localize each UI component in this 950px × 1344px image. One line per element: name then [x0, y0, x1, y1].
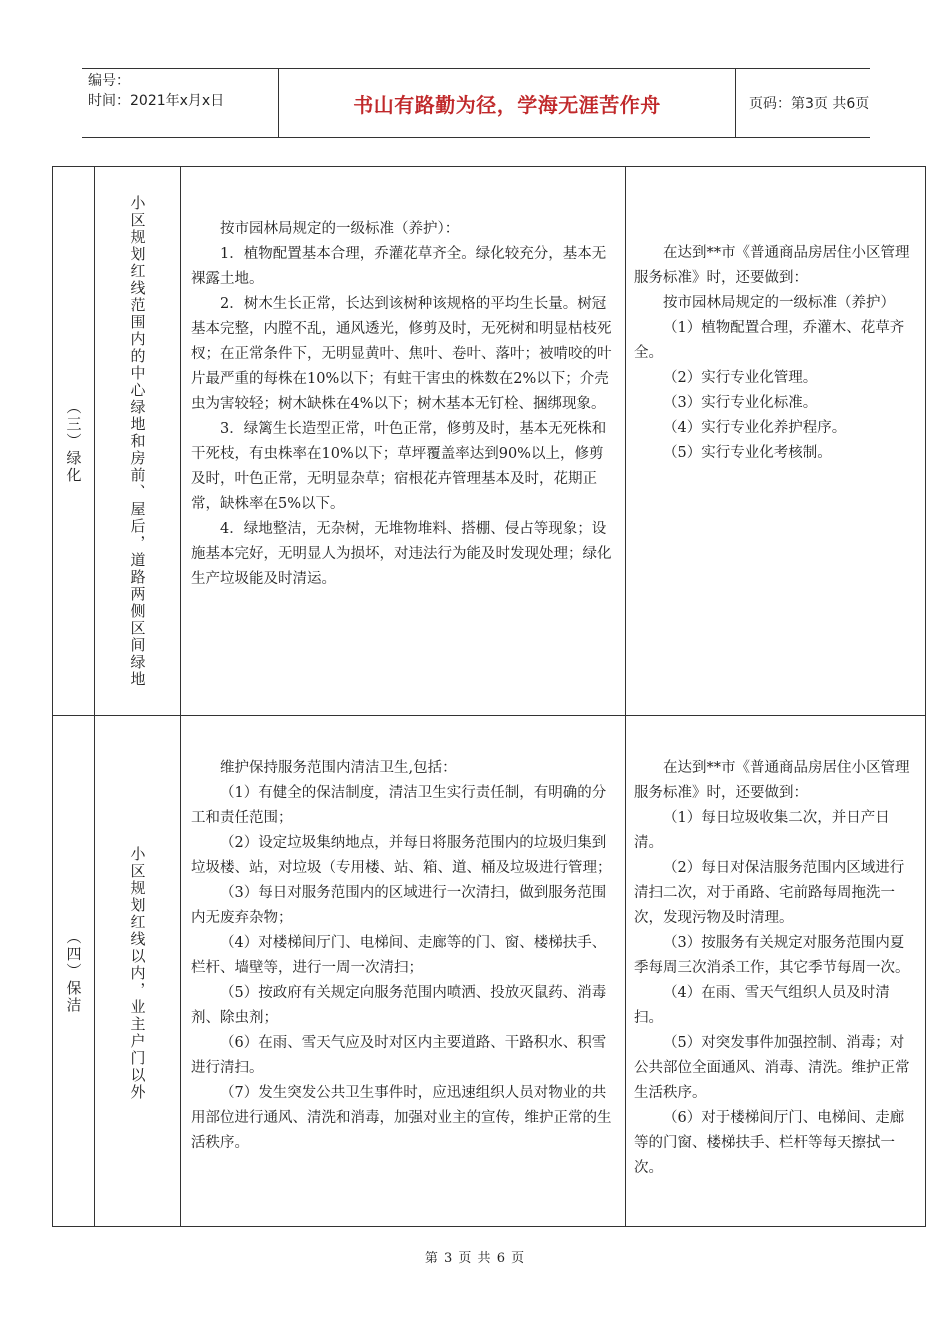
standard-line: （2）设定垃圾集纳地点，并每日将服务范围内的垃圾归集到垃圾楼、站，对垃圾（专用楼、站、箱、道、桶及垃圾进行管理；: [191, 835, 612, 876]
standard-cell: [181, 167, 626, 716]
standard-line: 3．绿篱生长造型正常，叶色正常，修剪及时，基本无死株和干死枝，有虫株率在10%以下；草坪覆盖率达到90%以上，修剪及时，叶色正常，无明显杂草；宿根花卉管理基本及时，花期正常，缺株率在5%以下。: [191, 421, 607, 512]
category-label: （三）绿化: [64, 398, 83, 484]
requirements-cell: [626, 716, 926, 1227]
scope-cell: [95, 716, 181, 1227]
requirements-cell: [626, 167, 926, 716]
category-label: （四）保洁: [64, 928, 83, 1014]
requirement-line: （5）实行专业化考核制。: [663, 445, 832, 461]
category-cell: [53, 167, 95, 716]
table-row-greening: [53, 167, 926, 716]
requirement-line: （3）实行专业化标准。: [663, 395, 818, 411]
standard-line: （1）有健全的保洁制度，清洁卫生实行责任制，有明确的分工和责任范围；: [191, 785, 607, 826]
requirement-line: （4）实行专业化养护程序。: [663, 420, 847, 436]
service-standard-table: [52, 166, 926, 1227]
requirement-line: （2）实行专业化管理。: [663, 370, 818, 386]
standard-line: （3）每日对服务范围内的区域进行一次清扫，做到服务范围内无废弃杂物；: [191, 885, 607, 926]
page-header: [82, 68, 870, 138]
time-label: 时间：2021年x月x日: [88, 93, 225, 109]
scope-cell: [95, 167, 181, 716]
requirement-line: （4）在雨、雪天气组织人员及时清扫。: [634, 985, 890, 1026]
motto-text: 书山有路勤为径，学海无涯苦作舟: [353, 92, 661, 117]
standard-line: （4）对楼梯间厅门、电梯间、走廊等的门、窗、楼梯扶手、栏杆、墙壁等，进行一周一次清扫；: [191, 935, 607, 976]
header-meta: [82, 69, 278, 137]
standard-line: 按市园林局规定的一级标准（养护）：: [220, 221, 460, 237]
requirement-line: （1）植物配置合理，乔灌木、花草齐全。: [634, 320, 905, 361]
header-page-cell: [735, 69, 870, 137]
scope-text: 小区规划红线范围内的中心绿地和房前、屋后，道路两侧区间绿地: [128, 195, 147, 688]
requirement-line: （6）对于楼梯间厅门、电梯间、走廊等的门窗、楼梯扶手、栏杆等每天擦拭一次。: [634, 1110, 905, 1176]
table-row-cleaning: [53, 716, 926, 1227]
requirement-line: （2）每日对保洁服务范围内区域进行清扫二次，对于甬路、宅前路每周拖洗一次，发现污物及时清理。: [634, 860, 905, 926]
category-cell: [53, 716, 95, 1227]
requirement-line: （5）对突发事件加强控制、消毒；对公共部位全面通风、消毒、清洗。维护正常生活秩序。: [634, 1035, 910, 1101]
scope-text: 小区规划红线以内，业主户门以外: [128, 846, 147, 1101]
header-motto-cell: [278, 69, 736, 137]
standard-line: 1．植物配置基本合理，乔灌花草齐全。绿化较充分，基本无裸露土地。: [191, 246, 607, 287]
requirement-line: 在达到**市《普通商品房居住小区管理服务标准》时，还要做到：: [634, 760, 910, 801]
requirement-line: 按市园林局规定的一级标准（养护）: [663, 295, 895, 311]
standard-line: 2．树木生长正常，长达到该树种该规格的平均生长量。树冠基本完整，内膛不乱，通风透光，修剪及时，无死树和明显枯枝死杈；在正常条件下，无明显黄叶、焦叶、卷叶、落叶；被啃咬的叶片最严重的每株在10%以下；有蛀干害虫的株数在2%以下；介壳虫为害较轻；树木缺株在4%以下；树木基本无钉栓、捆绑现象。: [191, 296, 612, 412]
standard-line: （7）发生突发公共卫生事件时，应迅速组织人员对物业的共用部位进行通风、清洗和消毒，加强对业主的宣传，维护正常的生活秩序。: [191, 1085, 612, 1151]
requirement-line: （1）每日垃圾收集二次，并日产日清。: [634, 810, 890, 851]
standard-line: （6）在雨、雪天气应及时对区内主要道路、干路积水、积雪进行清扫。: [191, 1035, 607, 1076]
number-label: 编号：: [88, 73, 130, 89]
standard-line: （5）按政府有关规定向服务范围内喷洒、投放灭鼠药、消毒剂、除虫剂；: [191, 985, 607, 1026]
standard-line: 4．绿地整洁，无杂树，无堆物堆料、搭棚、侵占等现象；设施基本完好，无明显人为损坏，对违法行为能及时发现处理；绿化生产垃圾能及时清运。: [191, 521, 612, 587]
requirement-line: （3）按服务有关规定对服务范围内夏季每周三次消杀工作，其它季节每周一次。: [634, 935, 910, 976]
standard-line: 维护保持服务范围内清洁卫生,包括：: [220, 760, 457, 776]
standard-cell: [181, 716, 626, 1227]
page-label: 页码：第3页 共6页: [749, 96, 870, 112]
requirement-line: 在达到**市《普通商品房居住小区管理服务标准》时，还要做到：: [634, 245, 910, 286]
page-footer: 第 3 页 共 6 页: [424, 1251, 526, 1266]
